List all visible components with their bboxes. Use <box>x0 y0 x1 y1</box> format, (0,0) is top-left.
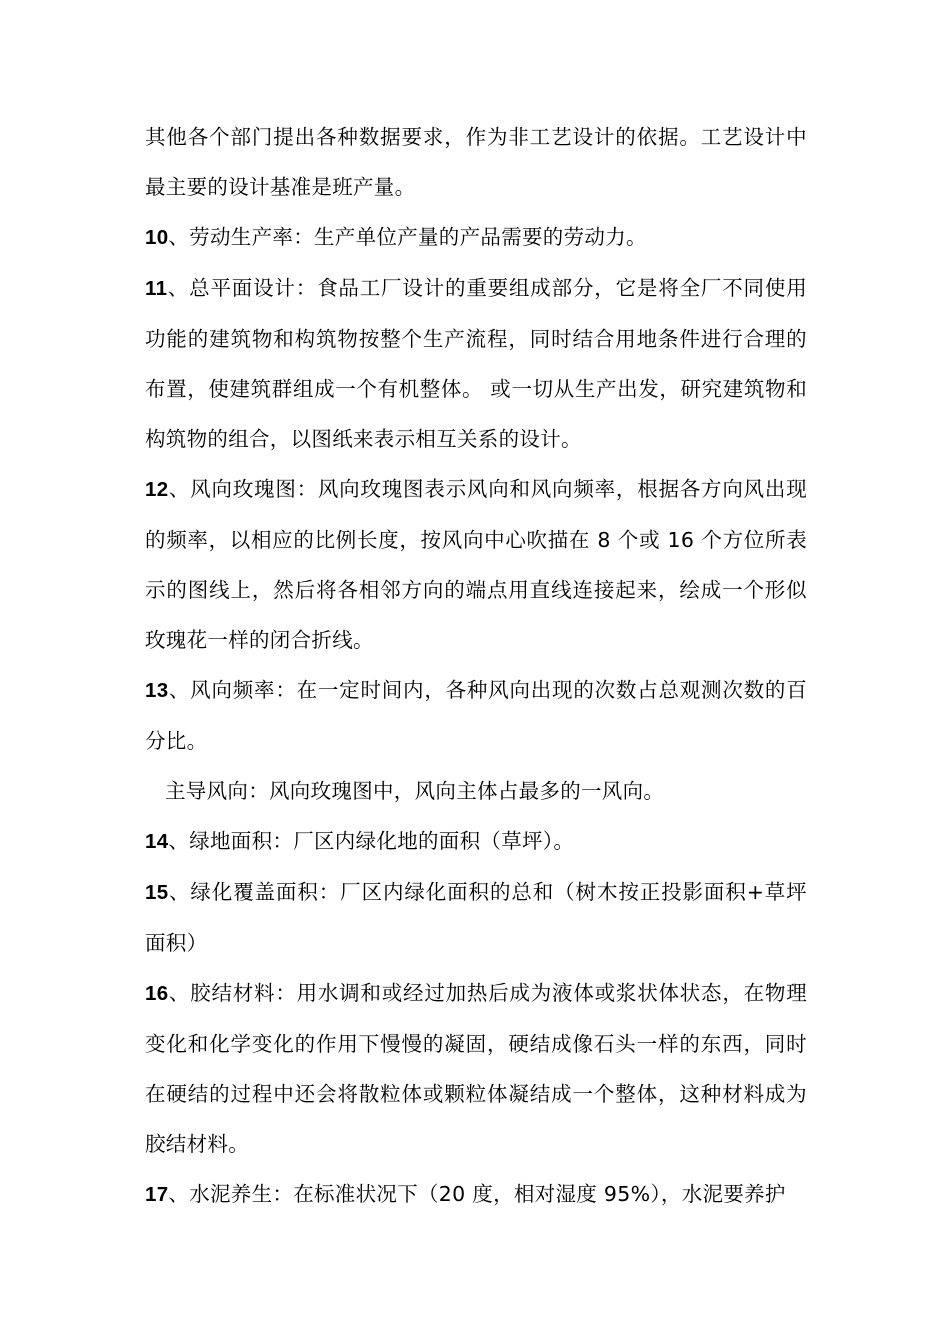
paragraph-text: 、水泥养生：在标准状况下（20 度，相对湿度 95%），水泥要养护 <box>168 1182 786 1206</box>
paragraph-text: 、总平面设计：食品工厂设计的重要组成部分，它是将全厂不同使用功能的建筑物和构筑物按整个生产流程，同时结合用地条件进行合理的布置，使建筑群组成一个有机整体。 或一切从生产出发，研究建筑物和构筑物的组合，以图纸来表示相互关系的设计。 <box>145 276 807 451</box>
paragraph-text: 、胶结材料：用水调和或经过加热后成为液体或浆状体状态，在物理变化和化学变化的作用下慢慢的凝固，硬结成像石头一样的东西，同时在硬结的过程中还会将散粒体或颗粒体凝结成一个整体，这种材料成为胶结材料。 <box>145 981 807 1156</box>
paragraph-item-15 <box>145 867 807 968</box>
paragraph-dominant-wind <box>145 766 807 816</box>
paragraph-text: 、风向频率：在一定时间内，各种风向出现的次数占总观测次数的百分比。 <box>145 678 807 753</box>
paragraph-item-13 <box>145 665 807 766</box>
paragraph-text: 、风向玫瑰图：风向玫瑰图表示风向和风向频率，根据各方向风出现的频率，以相应的比例长度，按风向中心吹描在 8 个或 16 个方位所表示的图线上，然后将各相邻方向的端点用直线连接起来，绘成一个形似玫瑰花一样的闭合折线。 <box>145 477 807 652</box>
paragraph-text: 其他各个部门提出各种数据要求，作为非工艺设计的依据。工艺设计中最主要的设计基准是班产量。 <box>145 125 807 199</box>
paragraph-item-16 <box>145 968 807 1169</box>
paragraph-item-14 <box>145 816 807 867</box>
item-number: 15 <box>145 881 169 904</box>
paragraph-text: 主导风向：风向玫瑰图中，风向主体占最多的一风向。 <box>165 779 665 803</box>
item-number: 12 <box>145 478 169 501</box>
paragraph-item-12 <box>145 464 807 665</box>
item-number: 16 <box>145 982 169 1005</box>
item-number: 13 <box>145 679 169 702</box>
item-number: 11 <box>145 277 168 300</box>
paragraph-item-11 <box>145 263 807 464</box>
paragraph-text: 、劳动生产率：生产单位产量的产品需要的劳动力。 <box>168 225 647 249</box>
paragraph-text: 、绿化覆盖面积：厂区内绿化面积的总和（树木按正投影面积+草坪面积） <box>145 880 807 955</box>
document-body <box>145 112 807 1220</box>
paragraph-item-10 <box>145 212 807 263</box>
paragraph-text: 、绿地面积：厂区内绿化地的面积（草坪）。 <box>168 829 575 853</box>
item-number: 14 <box>145 830 169 853</box>
item-number: 17 <box>145 1183 169 1206</box>
item-number: 10 <box>145 226 169 249</box>
paragraph-item-17 <box>145 1169 807 1220</box>
paragraph-continuation <box>145 112 807 212</box>
